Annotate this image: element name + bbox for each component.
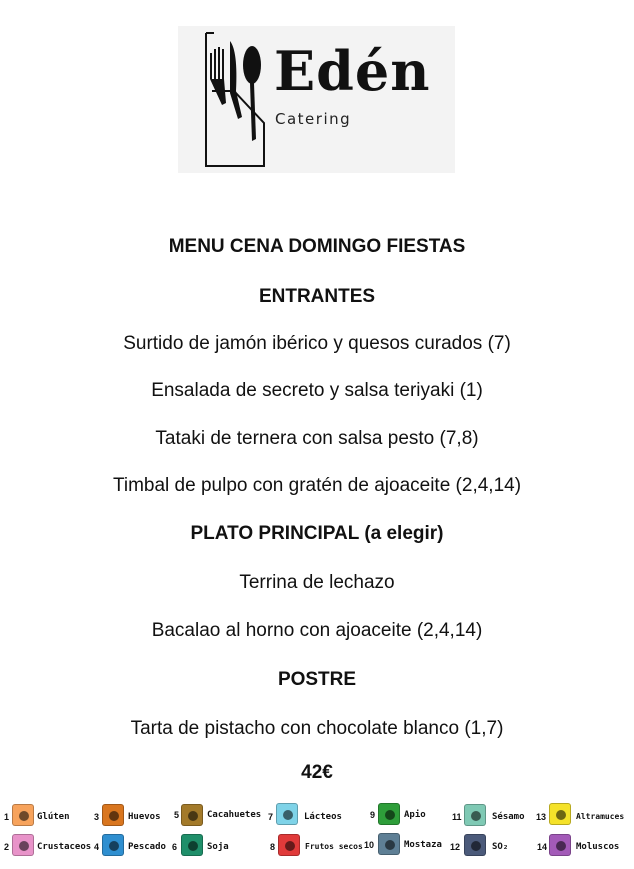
allergen-number: 9 bbox=[370, 810, 376, 820]
icon-glyph bbox=[385, 840, 395, 850]
allergen-number: 1 bbox=[4, 812, 10, 822]
allergen-label: Altramuces bbox=[576, 812, 625, 821]
brand-name: Edén bbox=[274, 39, 431, 103]
peanut-icon bbox=[181, 804, 203, 826]
mustard-icon bbox=[378, 833, 400, 855]
menu-item: Ensalada de secreto y salsa teriyaki (1) bbox=[151, 380, 483, 401]
crab-icon bbox=[12, 834, 34, 856]
allergen-number: 6 bbox=[172, 842, 178, 852]
price: 42€ bbox=[301, 762, 333, 783]
allergen-number: 12 bbox=[450, 842, 461, 852]
section-heading: ENTRANTES bbox=[258, 286, 376, 307]
allergen-number: 2 bbox=[4, 842, 10, 852]
allergen-number: 4 bbox=[94, 842, 100, 852]
icon-glyph bbox=[556, 810, 566, 820]
icon-glyph bbox=[283, 810, 293, 820]
menu-item: Timbal de pulpo con gratén de ajoaceite (2,4,14) bbox=[112, 475, 522, 496]
allergen-number: 10 bbox=[364, 840, 375, 850]
allergen-label: Cacahuetes bbox=[207, 810, 262, 820]
menu-item: Tarta de pistacho con chocolate blanco (1,7) bbox=[130, 718, 504, 739]
icon-glyph bbox=[556, 841, 566, 851]
allergen-label: Crustaceos bbox=[37, 842, 92, 852]
section-heading: PLATO PRINCIPAL (a elegir) bbox=[190, 523, 444, 544]
allergen-number: 13 bbox=[536, 812, 547, 822]
menu-title: MENU CENA DOMINGO FIESTAS bbox=[168, 236, 466, 257]
wheat-icon bbox=[12, 804, 34, 826]
menu-item: Tataki de ternera con salsa pesto (7,8) bbox=[155, 428, 479, 449]
icon-glyph bbox=[471, 811, 481, 821]
icon-glyph bbox=[471, 841, 481, 851]
menu-item: Bacalao al horno con ajoaceite (2,4,14) bbox=[151, 620, 483, 641]
milk-icon bbox=[276, 803, 298, 825]
allergen-number: 14 bbox=[537, 842, 548, 852]
icon-glyph bbox=[109, 811, 119, 821]
soy-icon bbox=[181, 834, 203, 856]
fish-icon bbox=[102, 834, 124, 856]
menu-item: Terrina de lechazo bbox=[239, 572, 395, 593]
logo bbox=[178, 26, 455, 173]
allergen-label: Pescado bbox=[128, 842, 166, 852]
brand-subtitle: Catering bbox=[275, 110, 352, 128]
sesame-icon bbox=[464, 804, 486, 826]
celery-icon bbox=[378, 803, 400, 825]
icon-glyph bbox=[109, 841, 119, 851]
cutlery-icon bbox=[204, 31, 268, 168]
icon-glyph bbox=[285, 841, 295, 851]
section-heading: POSTRE bbox=[277, 669, 357, 690]
allergen-label: SO₂ bbox=[492, 842, 509, 852]
allergen-label: Frutos secos bbox=[305, 842, 363, 851]
allergen-label: Mostaza bbox=[404, 840, 442, 850]
icon-glyph bbox=[19, 841, 29, 851]
allergen-number: 11 bbox=[452, 812, 462, 822]
icon-glyph bbox=[188, 811, 198, 821]
sulphite-icon bbox=[464, 834, 486, 856]
allergen-number: 8 bbox=[270, 842, 276, 852]
icon-glyph bbox=[188, 841, 198, 851]
allergen-label: Sésamo bbox=[492, 812, 525, 822]
allergen-label: Apio bbox=[404, 810, 426, 820]
mollusc-icon bbox=[549, 834, 571, 856]
menu-item: Surtido de jamón ibérico y quesos curados (7) bbox=[123, 333, 511, 354]
lupin-icon bbox=[549, 803, 571, 825]
allergen-number: 7 bbox=[268, 812, 274, 822]
allergen-label: Glúten bbox=[37, 812, 70, 822]
allergen-label: Soja bbox=[207, 842, 229, 852]
icon-glyph bbox=[385, 810, 395, 820]
allergen-label: Huevos bbox=[128, 812, 161, 822]
allergen-label: Lácteos bbox=[304, 812, 342, 822]
allergen-number: 3 bbox=[94, 812, 100, 822]
icon-glyph bbox=[19, 811, 29, 821]
egg-icon bbox=[102, 804, 124, 826]
allergen-number: 5 bbox=[174, 810, 180, 820]
allergen-label: Moluscos bbox=[576, 842, 620, 852]
nuts-icon bbox=[278, 834, 300, 856]
